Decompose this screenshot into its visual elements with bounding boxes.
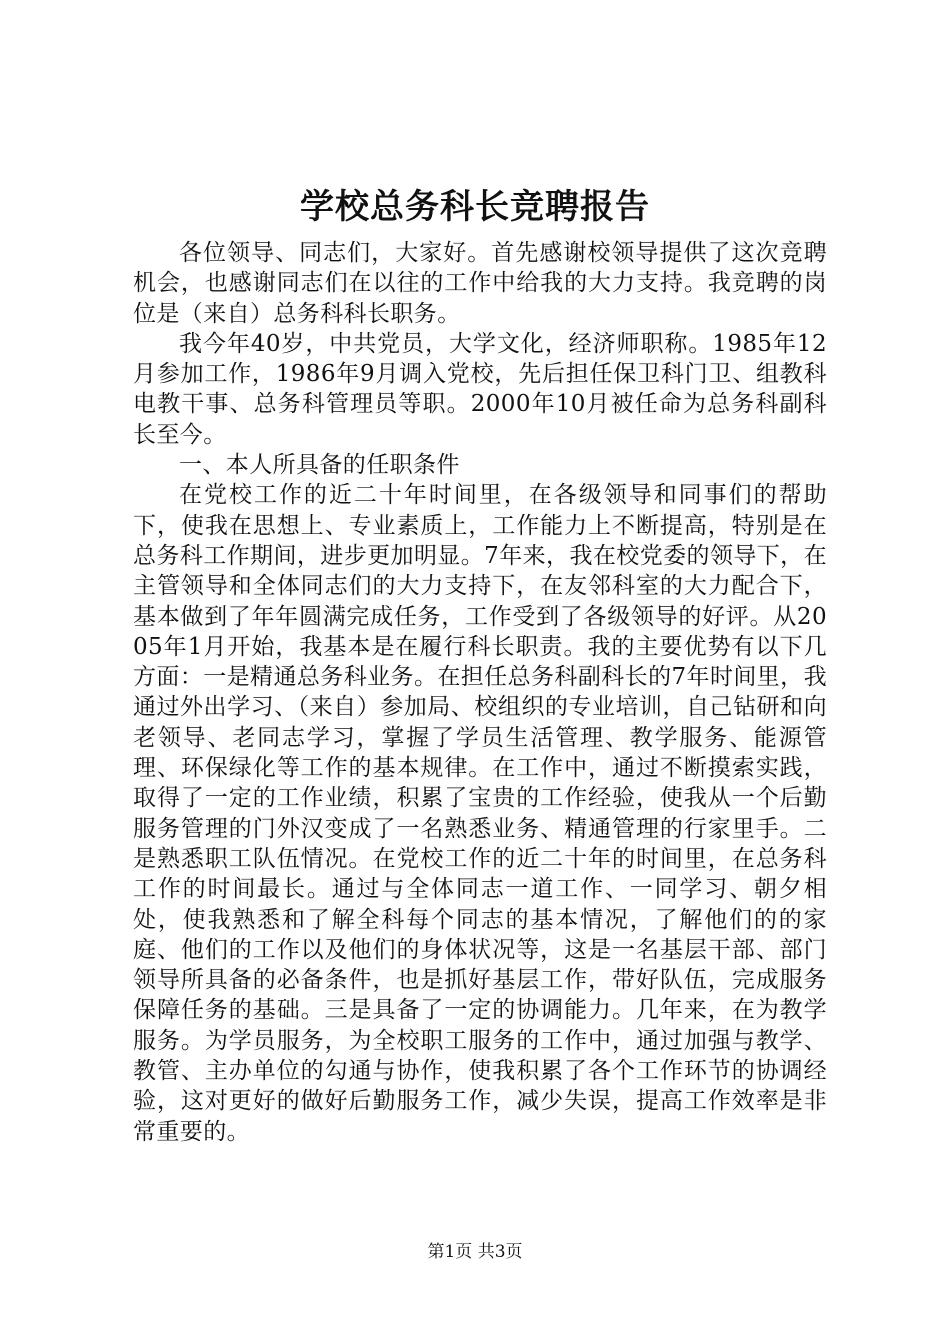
document-title: 学校总务科长竞聘报告 (300, 187, 650, 227)
paragraph-greeting: 各位领导、同志们，大家好。首先感谢校领导提供了这次竞聘机会，也感谢同志们在以往的工作中给我的大力支持。我竞聘的岗位是（来自）总务科科长职务。 (133, 240, 827, 327)
paragraph-personal-background: 我今年40岁，中共党员，大学文化，经济师职称。1985年12月参加工作，1986年9月调入党校，先后担任保卫科门卫、组教科电教干事、总务科管理员等职。2000年10月被任命为总务科副科长至今。 (133, 330, 827, 448)
document-body (133, 238, 827, 1147)
page-number-footer: 第1页 共3页 (427, 1242, 523, 1262)
section-heading-qualifications: 一、本人所具备的任职条件 (179, 452, 460, 479)
paragraph-qualifications: 在党校工作的近二十年时间里，在各级领导和同事们的帮助下，使我在思想上、专业素质上，工作能力上不断提高，特别是在总务科工作期间，进步更加明显。7年来，我在校党委的领导下，在主管领导和全体同志们的大力支持下，在友邻科室的大力配合下，基本做到了年年圆满完成任务，工作受到了各级领导的好评。从2005年1月开始，我基本是在履行科长职责。我的主要优势有以下几方面：一是精通总务科业务。在担任总务科副科长的7年时间里，我通过外出学习、（来自）参加局、校组织的专业培训，自己钻研和向老领导、老同志学习，掌握了学员生活管理、教学服务、能源管理、环保绿化等工作的基本规律。在工作中，通过不断摸索实践，取得了一定的工作业绩，积累了宝贵的工作经验，使我从一个后勤服务管理的门外汉变成了一名熟悉业务、精通管理的行家里手。二是熟悉职工队伍情况。在党校工作的近二十年的时间里，在总务科工作的时间最长。通过与全体同志一道工作、一同学习、朝夕相处，使我熟悉和了解全科每个同志的基本情况，了解他们的的家庭、他们的工作以及他们的身体状况等，这是一名基层干部、部门领导所具备的必备条件，也是抓好基层工作，带好队伍，完成服务保障任务的基础。三是具备了一定的协调能力。几年来，在为教学服务。为学员服务，为全校职工服务的工作中，通过加强与教学、教管、主办单位的勾通与协作，使我积累了各个工作环节的协调经验，这对更好的做好后勤服务工作，减少失误，提高工作效率是非常重要的。 (133, 482, 827, 1145)
